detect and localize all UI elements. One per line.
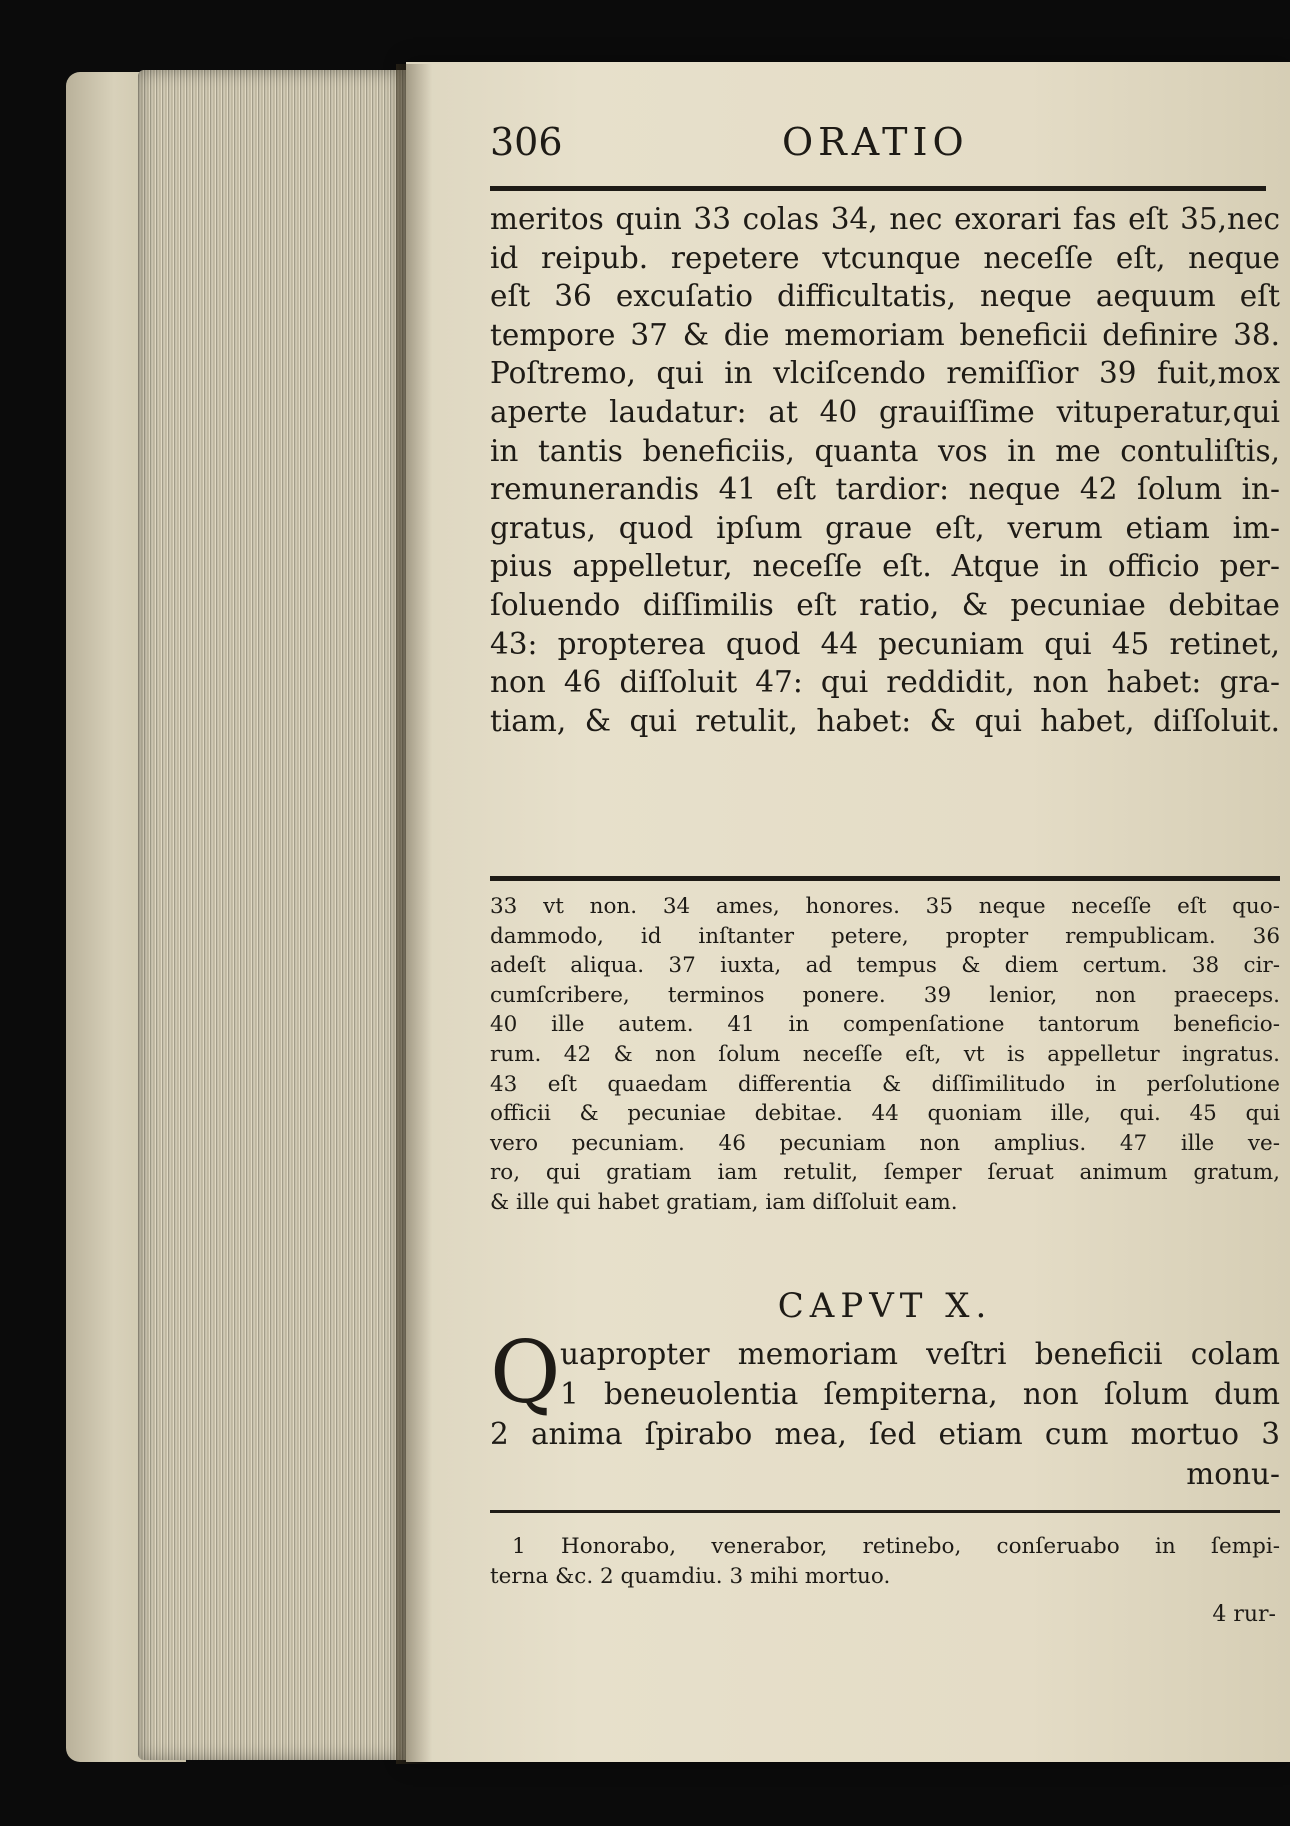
chapter-text [490,1323,1280,1494]
text-line: id reipub. repetere vtcunque neceſſe eſt, neque [490,240,1280,275]
header-rule [490,186,1266,191]
note-line: dammodo, id inſtanter petere, propter rempublicam. 36 [490,923,1280,949]
text-line: 43: propterea quod 44 pecuniam qui 45 retinet, [490,626,1280,661]
text-line: non 46 diſſoluit 47: qui reddidit, non habet: gra- [490,665,1280,700]
main-text [490,200,1280,740]
text-line: in tantis beneficiis, quanta vos in me contuliſtis, [490,433,1280,468]
text-line: ſoluendo diſſimilis eſt ratio, & pecuniae debitae [490,587,1280,622]
catchword: 4 rur- [1212,1602,1276,1627]
text-line: eſt 36 excuſatio difficultatis, neque aequum eſt [490,279,1280,314]
marginal-notes [490,892,1280,1218]
note-line: 43 eſt quaedam differentia & diſſimilitudo in perſolutione [490,1071,1280,1097]
text-line: tiam, & qui retulit, habet: & qui habet, diſſoluit. [490,703,1280,738]
text-line: monu- [1186,1457,1280,1491]
footnotes [490,1532,1280,1591]
note-line: rum. 42 & non ſolum neceſſe eſt, vt is appelletur ingratus. [490,1041,1280,1067]
page-number: 306 [490,120,563,164]
text-line: tempore 37 & die memoriam beneficii definire 38. [490,317,1280,352]
text-line: Poſtremo, qui in vlciſcendo remiſſior 39 fuit,mox [490,356,1280,391]
page-edges [138,70,406,1760]
footnote-rule [490,1510,1280,1513]
chapter-heading: CAPVT X. [777,1286,993,1326]
drop-cap: Q [490,1323,561,1423]
note-line: & ille qui habet gratiam, iam diſſoluit eam. [490,1189,958,1215]
text-line: aperte laudatur: at 40 grauiſſime vituperatur,qui [490,394,1280,429]
text-line: uapropter memoriam veſtri beneficii colam [560,1337,1280,1371]
text-line: pius appelletur, neceſſe eſt. Atque in officio per- [490,549,1280,584]
running-header [490,120,1270,180]
note-line: 33 vt non. 34 ames, honores. 35 neque neceſſe eſt quo- [490,894,1280,919]
book-page [406,62,1290,1762]
gutter-shadow [396,64,432,1764]
note-line: cumſcribere, terminos ponere. 39 lenior, non praeceps. [490,982,1280,1008]
running-title: ORATIO [782,120,969,164]
footnote-line: terna &c. 2 quamdiu. 3 mihi mortuo. [490,1563,891,1589]
text-line: 2 anima ſpirabo mea, ſed etiam cum mortuo 3 [490,1417,1280,1451]
note-line: ro, qui gratiam iam retulit, ſemper ſeruat animum gratum, [490,1160,1280,1186]
open-book [66,62,1290,1760]
notes-rule [490,876,1280,881]
note-line: vero pecuniam. 46 pecuniam non amplius. 47 ille ve- [490,1130,1280,1156]
text-line: meritos quin 33 colas 34, nec exorari fas eſt 35,nec [490,202,1280,236]
text-line: gratus, quod ipſum graue eſt, verum etiam im- [490,510,1280,545]
text-line: remunerandis 41 eſt tardior: neque 42 ſolum in- [490,472,1280,507]
note-line: officii & pecuniae debitae. 44 quoniam ille, qui. 45 qui [490,1101,1280,1127]
note-line: 40 ille autem. 41 in compenſatione tantorum beneficio- [490,1012,1280,1038]
note-line: adeſt aliqua. 37 iuxta, ad tempus & diem certum. 38 cir- [490,953,1280,979]
footnote-line: 1 Honorabo, venerabor, retinebo, conſeruabo in ſempi- [512,1534,1280,1559]
text-line: 1 beneuolentia ſempiterna, non ſolum dum [560,1377,1280,1411]
